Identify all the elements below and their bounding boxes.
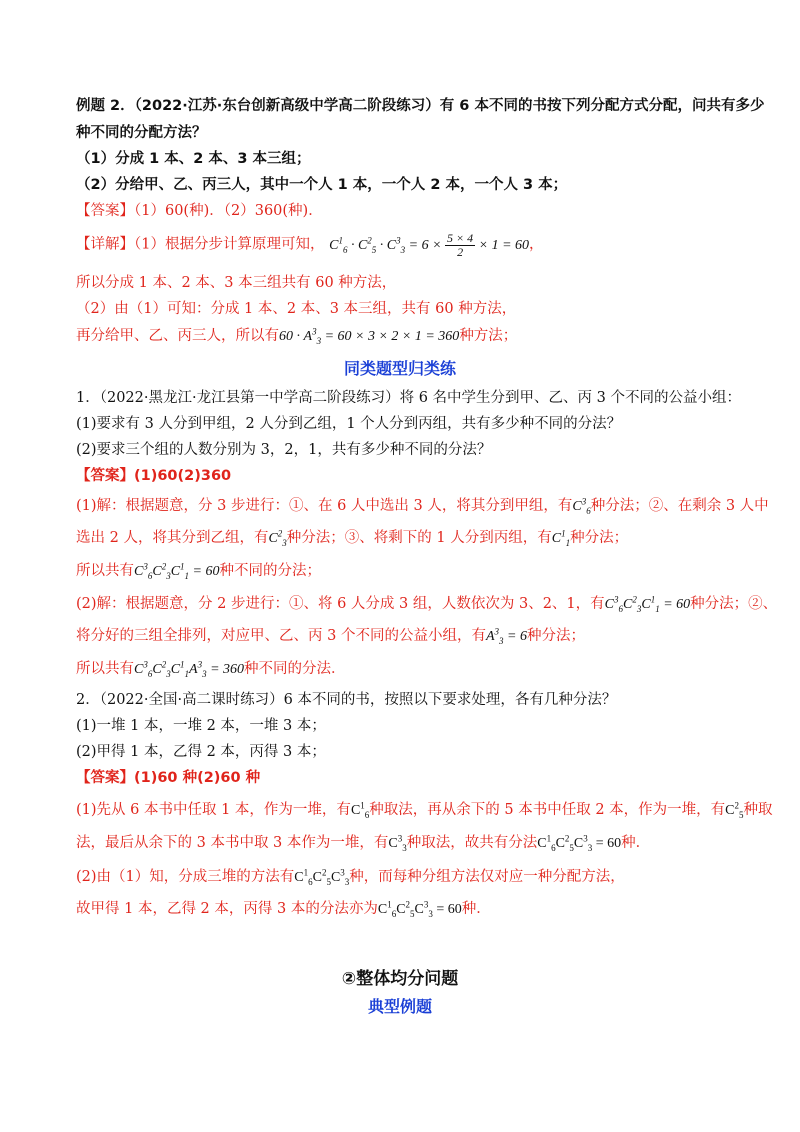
example-detail: 【详解】（1）根据分步计算原理可知， $C^1_6 \cdot C^2_5 \cdot C^3_3 = 6$ × $\frac{5 \times 4}{2}$ × 1 = 60， (76, 231, 544, 259)
example-question-2: （2）分给甲、乙、丙三人，其中一个人 1 本，一个人 2 本，一个人 3 本； (76, 177, 568, 193)
problem-1-solution-2-line-2: 将分好的三组全排列，对应甲、乙、丙 3 个不同的公益小组，有$A^3_3 = 6$种分法； (76, 626, 585, 646)
problem-1-question-2: (2)要求三个组的人数分别为 3，2，1，共有多少种不同的分法？ (76, 442, 492, 458)
distribution-formula: $60 \cdot A^3_3 = 60 \times 3 \times 2 \times 1 = 360$ (279, 326, 460, 346)
detail-line-distribution: 再分给甲、乙、丙三人，所以有$60 \cdot A^3_3 = 60 \times 3 \times 2 \times 1 = 360$种方法； (76, 326, 518, 346)
problem-2-title: 2．（2022·全国·高二课时练习）6 本不同的书，按照以下要求处理，各有几种分法？ (76, 692, 617, 708)
detail-formula: $C^1_6 \cdot C^2_5 \cdot C^3_3 = 6$ × $\frac{5 \times 4}{2}$ × 1 = 60 (329, 231, 530, 259)
section-title-whole-equal-split: ②整体均分问题 (341, 969, 459, 989)
problem-1-answer: 【答案】(1)60(2)360 (76, 468, 232, 484)
problem-2-solution-2-line-2: 故甲得 1 本，乙得 2 本，丙得 3 本的分法亦为$C^1_6C^2_5C^3_3 = 60$种． (76, 899, 491, 919)
problem-1-solution-2-line-1: (2)解：根据题意，分 2 步进行：①、将 6 人分成 3 组，人数依次为 3、2、1，有$C^3_6C^2_3C^1_1 = 60$种分法；②、 (76, 594, 778, 614)
problem-2-question-1: (1)一堆 1 本，一堆 2 本，一堆 3 本； (76, 718, 326, 734)
problem-2-question-2: (2)甲得 1 本，乙得 2 本，丙得 3 本； (76, 744, 326, 760)
section-title-typical-examples: 典型例题 (367, 997, 432, 1016)
section-title-similar: 同类题型归类练 (343, 359, 456, 378)
problem-2-solution-1-line-2: 法，最后从余下的 3 本书中取 3 本作为一堆，有$C^3_3$种取法，故共有分法$C^1_6C^2_5C^3_3 = 60$种． (76, 833, 651, 853)
answer-text: （1）60(种)．（2）360(种)． (134, 203, 323, 219)
problem-1-question-1: (1)要求有 3 人分到甲组，2 人分到乙组，1 个人分到丙组，共有多少种不同的分法？ (76, 416, 622, 432)
detail-tag: 【详解】 (76, 236, 134, 253)
example-question-1: （1）分成 1 本、2 本、3 本三组； (76, 151, 311, 167)
detail-line-groups: 所以分成 1 本、2 本、3 本三组共有 60 种方法， (76, 275, 397, 291)
problem-2-solution-1-line-1: (1)先从 6 本书中任取 1 本，作为一堆，有$C^1_6$种取法，再从余下的 5 本书中任取 2 本，作为一堆，有$C^2_5$种取 (76, 800, 773, 820)
example-title-line-1: 例题 2．（2022·江苏·东台创新高级中学高二阶段练习）有 6 本不同的书按下列分配方式分配，问共有多少 (76, 98, 765, 114)
problem-2-answer: 【答案】(1)60 种(2)60 种 (76, 770, 261, 786)
example-title-line-2: 种不同的分配方法？ (76, 125, 207, 141)
problem-2-solution-2-line-1: (2)由（1）知，分成三堆的方法有$C^1_6C^2_5C^3_3$种，而每种分组方法仅对应一种分配方法， (76, 867, 625, 887)
problem-1-solution-2-line-3: 所以共有$C^3_6C^2_3C^1_1A^3_3 = 360$种不同的分法． (76, 659, 346, 679)
detail-line-q2: （2）由（1）可知：分成 1 本、2 本、3 本三组，共有 60 种方法， (76, 301, 517, 317)
problem-1-solution-1-line-2: 选出 2 人，将其分到乙组，有$C^2_3$种分法；③、将剩下的 1 人分到丙组，有$C^1_1$种分法； (76, 528, 629, 548)
problem-1-solution-1-line-1: (1)解：根据题意，分 3 步进行：①、在 6 人中选出 3 人，将其分到甲组，有$C^3_6$种分法；②、在剩余 3 人中 (76, 496, 769, 516)
problem-1-solution-1-line-3: 所以共有$C^3_6C^2_3C^1_1 = 60$种不同的分法； (76, 561, 321, 581)
answer-tag: 【答案】 (76, 203, 134, 219)
problem-1-title: 1．（2022·黑龙江·龙江县第一中学高二阶段练习）将 6 名中学生分到甲、乙、丙 3 个不同的公益小组： (76, 390, 741, 406)
example-answer (76, 201, 323, 221)
detail-text: （1）根据分步计算原理可知， (134, 236, 325, 253)
